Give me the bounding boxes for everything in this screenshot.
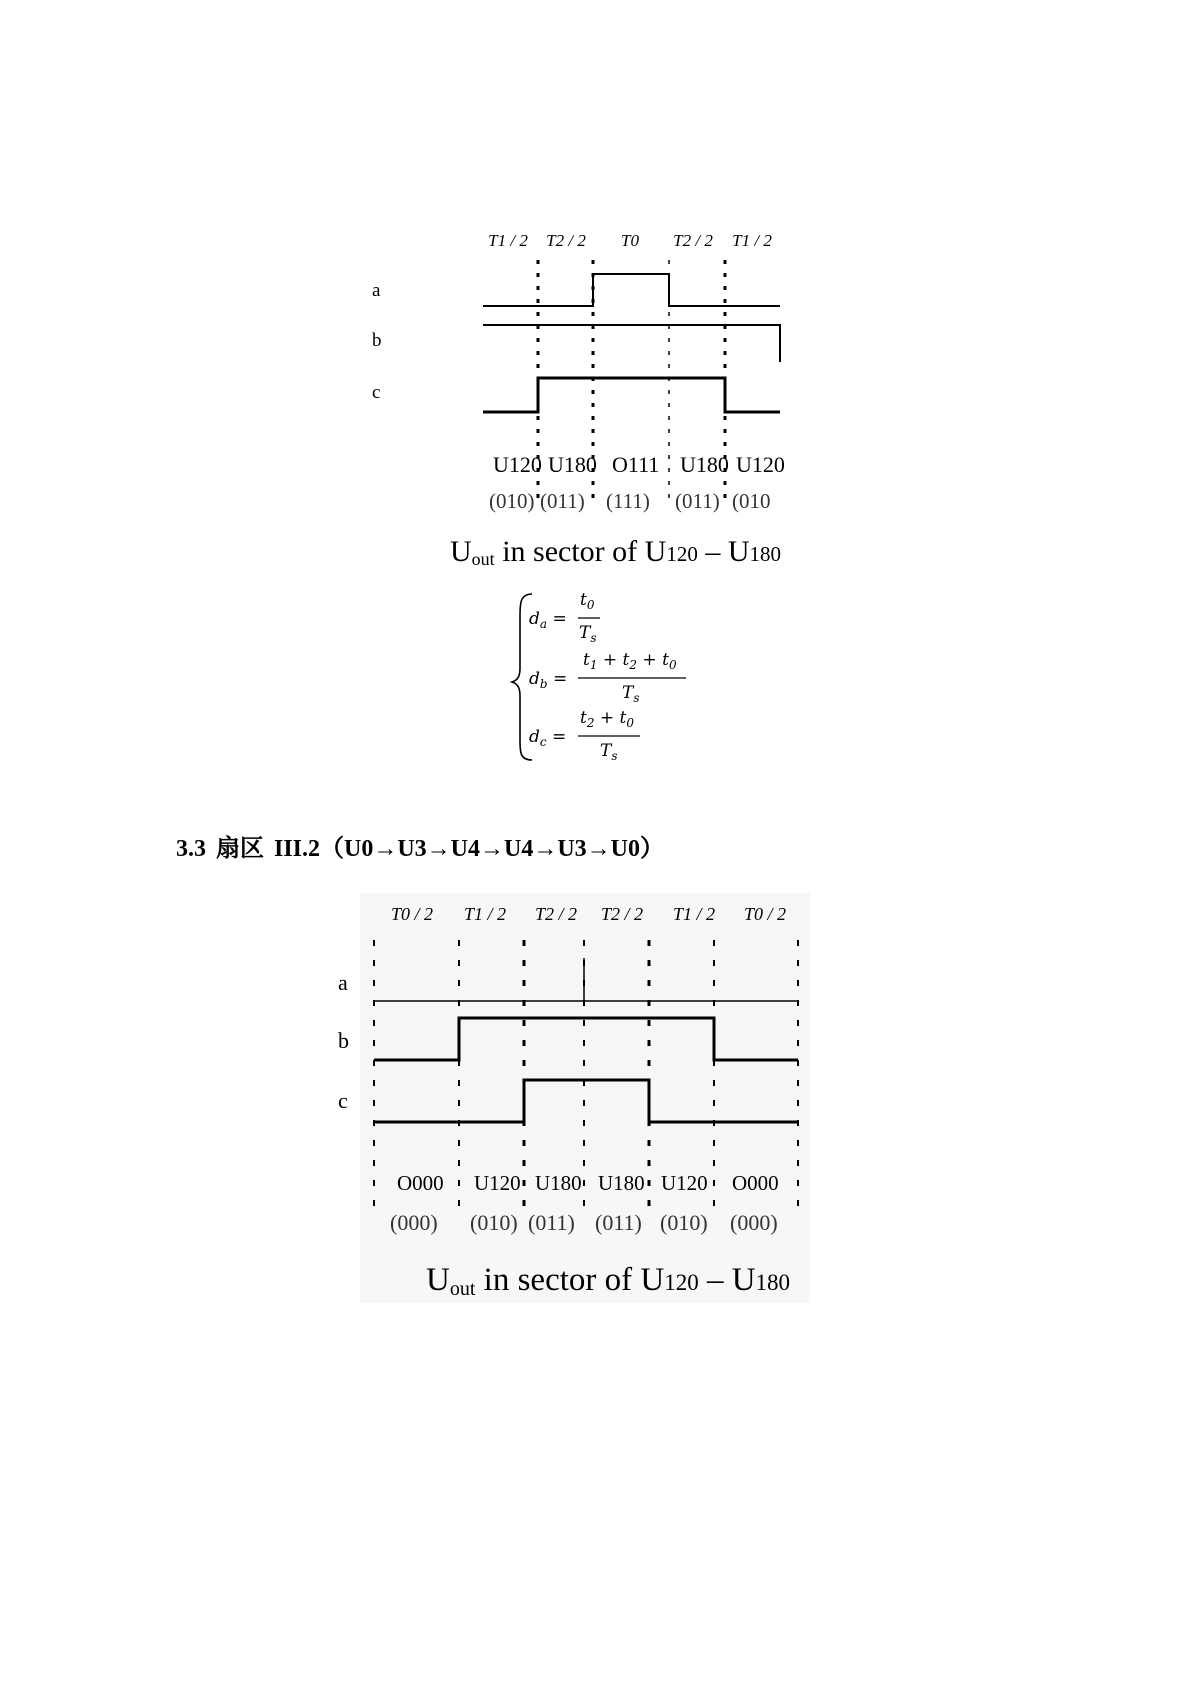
d2-top-label-2: T1 / 2 — [463, 904, 507, 924]
d2-top-label-5: T1 / 2 — [672, 904, 716, 924]
d1-code-2: (011) — [540, 489, 585, 513]
d2-vector-3: U180 — [535, 1171, 582, 1195]
d2-code-3: (011) — [528, 1210, 575, 1235]
d2-background — [360, 893, 810, 1303]
d1-top-label-4: T2 / 2 — [673, 231, 713, 250]
d1-code-5: (010 — [732, 489, 771, 513]
d1-vector-5: U120 — [736, 452, 785, 477]
d1-top-label-1: T1 / 2 — [488, 231, 528, 250]
formula-db-den: $T_s$ — [622, 683, 640, 705]
d2-caption: Uout in sector of U120 – U180 — [426, 1262, 791, 1300]
formula-da-den: $T_s$ — [579, 623, 597, 645]
d2-vector-2: U120 — [474, 1171, 521, 1195]
d1-signal-a — [483, 274, 780, 306]
section-heading — [176, 828, 674, 863]
duty-cycle-formula — [0, 0, 686, 763]
d1-vector-1: U120 — [493, 452, 542, 477]
d1-row-label-c: c — [372, 382, 381, 403]
d1-top-label-2: T2 / 2 — [546, 231, 586, 250]
d2-code-2: (010) — [470, 1210, 518, 1235]
d1-signal-c — [483, 378, 780, 412]
d1-code-4: (011) — [675, 489, 720, 513]
formula-da-num: $t_0$ — [580, 590, 595, 612]
d2-row-label-c: c — [338, 1088, 348, 1113]
d2-vector-1: O000 — [397, 1171, 444, 1195]
formula-da-lhs: $d_a$ = — [529, 609, 567, 631]
d2-code-5: (010) — [660, 1210, 708, 1235]
d2-code-4: (011) — [595, 1210, 642, 1235]
formula-dc-num: $t_2 + t_0$ — [580, 708, 635, 730]
section-number: 3.3 — [176, 836, 206, 862]
d2-code-6: (000) — [730, 1210, 778, 1235]
d1-top-label-3: T0 — [621, 231, 639, 250]
d1-top-label-5: T1 / 2 — [732, 231, 772, 250]
d1-vector-3: O111 — [612, 452, 660, 477]
d2-vector-5: U120 — [661, 1171, 708, 1195]
d2-row-label-b: b — [338, 1028, 349, 1053]
d1-row-label-b: b — [372, 330, 382, 351]
d2-code-1: (000) — [390, 1210, 438, 1235]
d1-caption: Uout in sector of U120 – U180 — [450, 535, 781, 569]
timing-diagram-1 — [372, 231, 785, 569]
d2-row-label-a: a — [338, 970, 348, 995]
d1-code-1: (010) — [489, 489, 535, 513]
d1-signal-b — [483, 325, 780, 362]
d1-code-3: (111) — [606, 489, 650, 513]
d2-vector-6: O000 — [732, 1171, 779, 1195]
timing-diagram-2 — [338, 893, 810, 1303]
formula-dc-lhs: $d_c$ = — [529, 727, 567, 749]
d2-vector-4: U180 — [598, 1171, 645, 1195]
d1-row-label-a: a — [372, 280, 381, 301]
section-title: 扇区 — [216, 836, 264, 862]
d2-top-label-3: T2 / 2 — [534, 904, 578, 924]
formula-db-lhs: $d_b$ = — [529, 669, 568, 691]
d2-top-label-6: T0 / 2 — [743, 904, 787, 924]
d2-top-label-4: T2 / 2 — [600, 904, 644, 924]
d2-top-label-1: T0 / 2 — [390, 904, 434, 924]
formula-db-num: $t_1 + t_2 + t_0$ — [583, 650, 677, 672]
d1-vector-2: U180 — [548, 452, 597, 477]
formula-dc-den: $T_s$ — [600, 741, 618, 763]
d1-vector-4: U180 — [680, 452, 729, 477]
section-sector: III.2（U0→U3→U4→U4→U3→U0） — [274, 836, 665, 862]
